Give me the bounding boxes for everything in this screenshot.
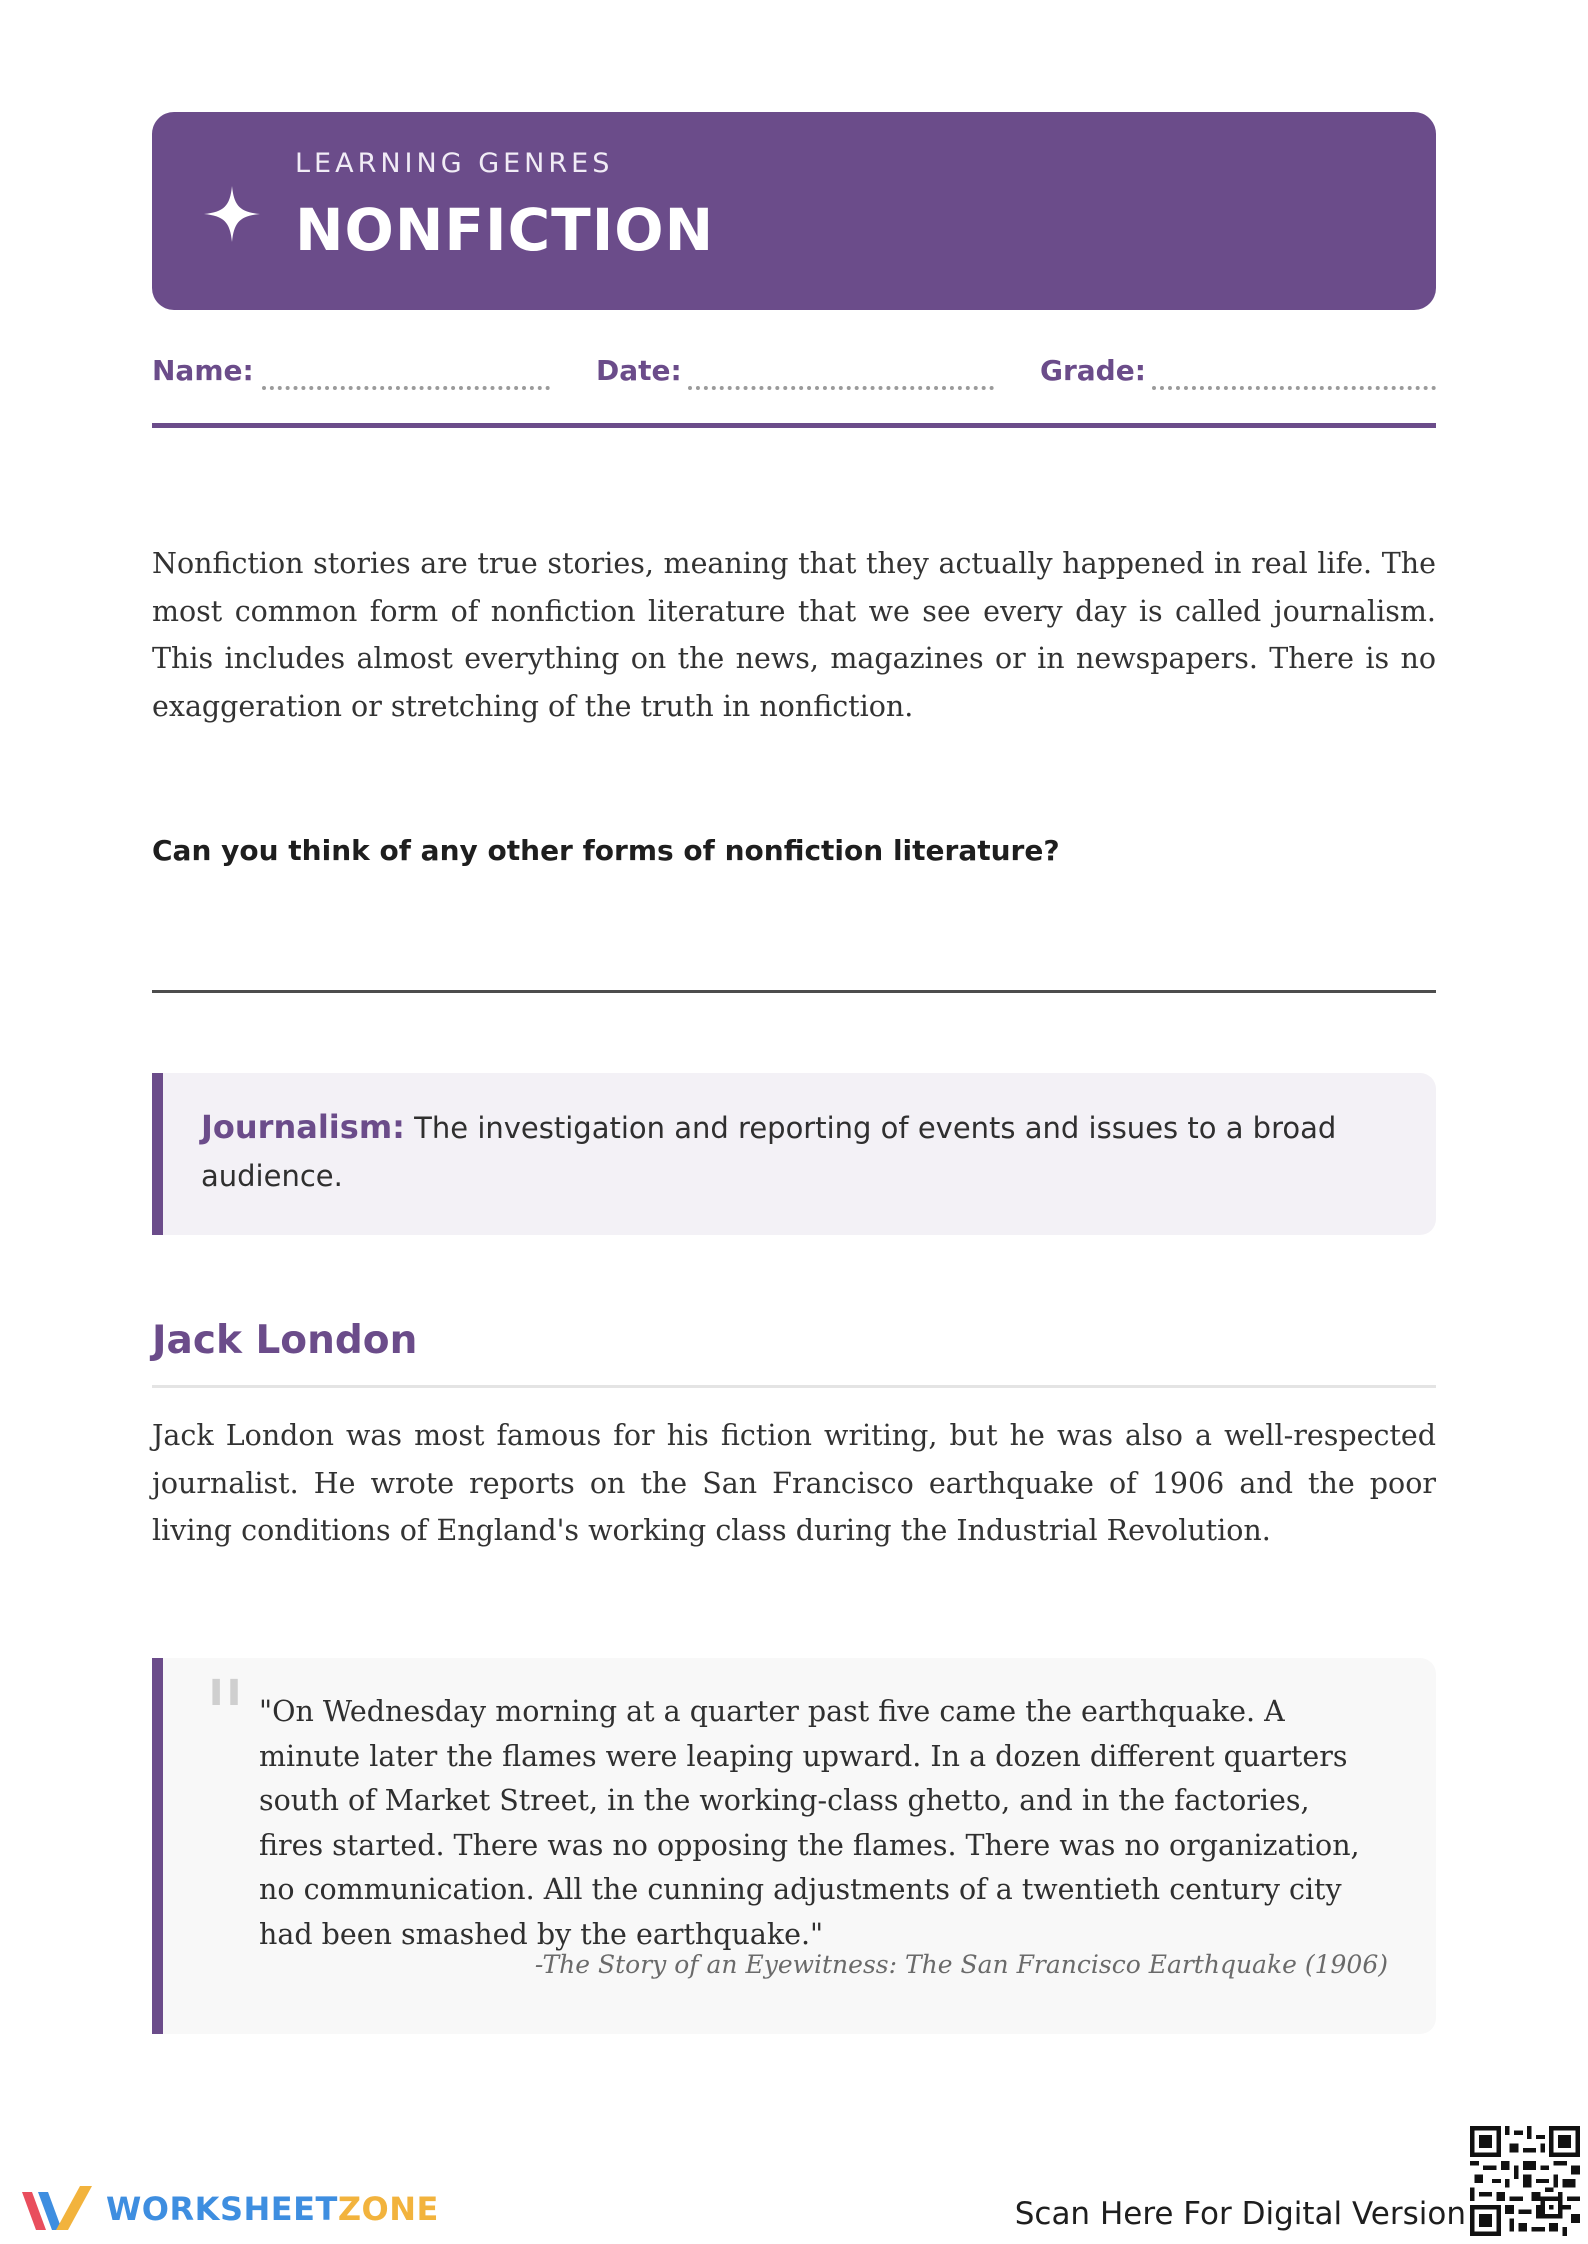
brand-name-part1: WORKSHEET xyxy=(106,2190,338,2228)
name-field[interactable] xyxy=(262,386,550,390)
date-field[interactable] xyxy=(688,386,994,390)
grade-field[interactable] xyxy=(1152,386,1436,390)
quote-source: -The Story of an Eyewitness: The San Francisco Earthquake (1906) xyxy=(534,1950,1388,1979)
title-banner xyxy=(152,112,1436,310)
banner-kicker: LEARNING GENRES xyxy=(295,148,614,179)
grade-label: Grade: xyxy=(1040,354,1146,387)
header-divider xyxy=(152,423,1436,428)
worksheetzone-logo-icon xyxy=(18,2178,96,2236)
definition-body: The investigation and reporting of events and issues to a broad audience. xyxy=(201,1111,1337,1193)
section-title: Jack London xyxy=(152,1318,418,1363)
sparkle-icon xyxy=(202,184,262,244)
definition-box xyxy=(152,1073,1436,1235)
brand-name-part2: ZONE xyxy=(337,2190,439,2228)
quote-box xyxy=(152,1658,1436,2034)
definition-text xyxy=(201,1103,1411,1200)
section-paragraph: Jack London was most famous for his fiction writing, but he was also a well-respected journalist. He wrote reports on the San Francisco earthquake of 1906 and the poor living conditions of England's working class during the Industrial Revolution. xyxy=(152,1419,1436,1547)
date-label: Date: xyxy=(596,354,682,387)
page-title: NONFICTION xyxy=(295,196,715,264)
intro-paragraph: Nonfiction stories are true stories, meaning that they actually happened in real life. The most common form of nonfiction literature that we see every day is called journalism. This includes almost everything on the news, magazines or in newspapers. There is no exaggeration or stretching of the truth in nonfiction. xyxy=(152,547,1436,723)
student-info-row xyxy=(152,350,1436,400)
quote-text: "On Wednesday morning at a quarter past five came the earthquake. A minute later the flames were leaping upward. In a dozen different quarters south of Market Street, in the working-class ghetto, and in the factories, fires started. There was no opposing the flames. There was no organization, no communication. All the cunning adjustments of a twentieth century city had been smashed by the earthquake." xyxy=(259,1695,1360,1951)
qr-code-icon[interactable] xyxy=(1470,2126,1580,2236)
quote-mark-icon: " xyxy=(203,1660,248,1772)
section-divider xyxy=(152,1385,1436,1388)
question-prompt: Can you think of any other forms of nonfiction literature? xyxy=(152,834,1060,867)
scan-caption: Scan Here For Digital Version xyxy=(1014,2196,1466,2232)
name-label: Name: xyxy=(152,354,254,387)
definition-term: Journalism: xyxy=(201,1108,405,1146)
brand-name xyxy=(106,2190,439,2228)
answer-line[interactable] xyxy=(152,990,1436,993)
